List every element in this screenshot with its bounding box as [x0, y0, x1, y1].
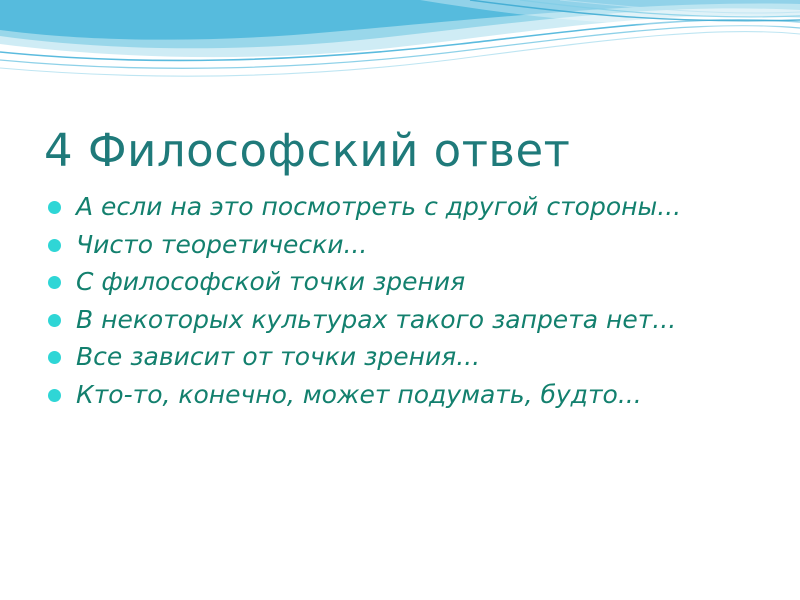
bullet-dot-icon	[48, 239, 61, 252]
page-title: 4 Философский ответ	[44, 124, 571, 178]
bullet-list	[42, 192, 772, 417]
list-item	[42, 380, 772, 411]
list-item	[42, 230, 772, 261]
list-item	[42, 305, 772, 336]
list-item	[42, 342, 772, 373]
list-item-label: Кто-то, конечно, может подумать, будто...	[76, 379, 642, 409]
list-item-label: С философской точки зрения	[76, 267, 466, 296]
decorative-wave-banner	[0, 0, 800, 96]
bullet-dot-icon	[48, 276, 61, 289]
list-item-label: Все зависит от точки зрения...	[76, 342, 481, 371]
list-item-label: Чисто теоретически...	[76, 229, 368, 259]
list-item-label: В некоторых культурах такого запрета нет...	[76, 304, 677, 334]
bullet-dot-icon	[48, 351, 61, 364]
list-item	[42, 267, 772, 298]
bullet-dot-icon	[48, 201, 61, 214]
list-item	[42, 192, 772, 223]
bullet-dot-icon	[48, 314, 61, 327]
list-item-label: А если на это посмотреть с другой стороны...	[76, 192, 682, 221]
bullet-dot-icon	[48, 389, 61, 402]
